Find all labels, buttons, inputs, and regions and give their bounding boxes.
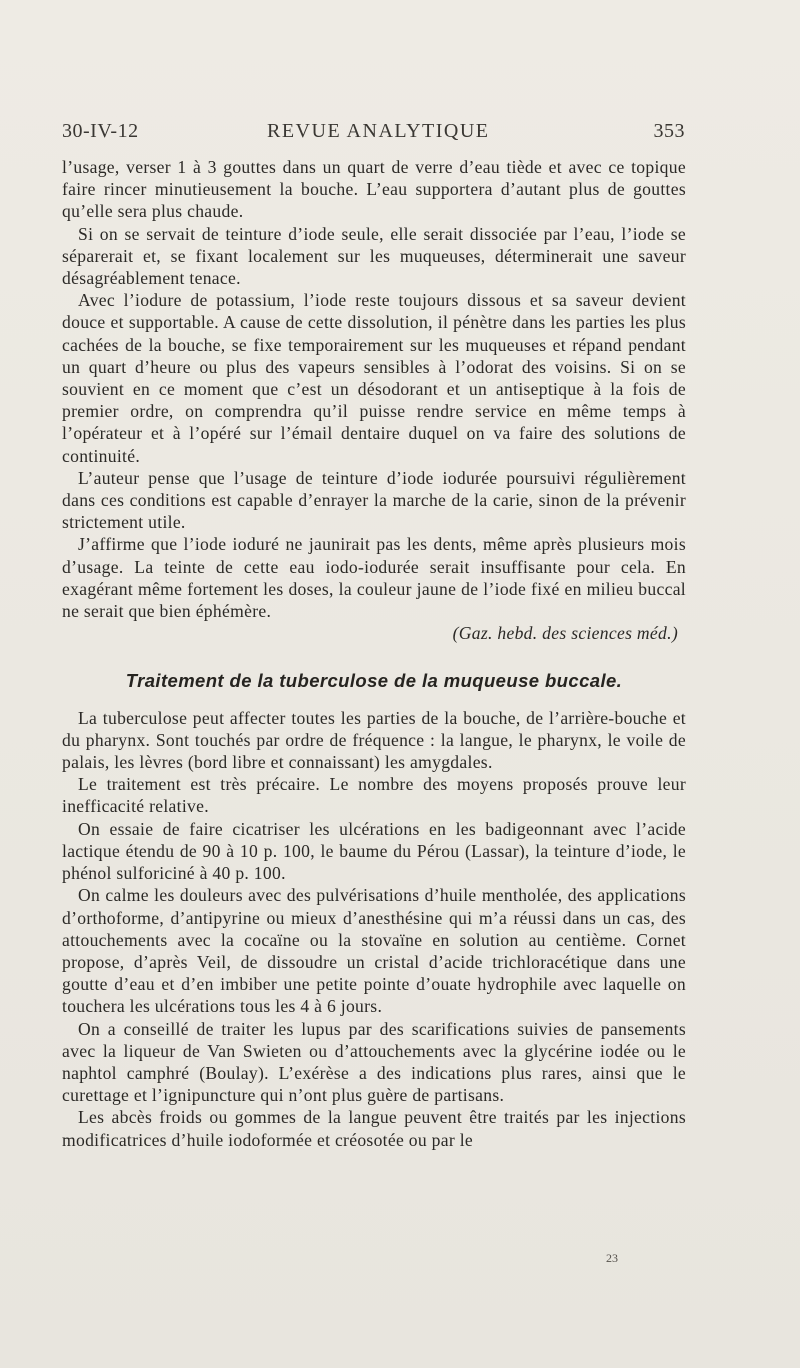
running-header bbox=[62, 120, 685, 146]
paragraph: L’auteur pense que l’usage de teinture d’iode iodurée poursuivi régulièrement dans ces conditions est capable d’enrayer la marche de la carie, sinon de la prévenir strictement utile. bbox=[62, 467, 686, 533]
header-date: 30-IV-12 bbox=[62, 120, 139, 142]
article-body bbox=[62, 156, 686, 1151]
header-page-number: 353 bbox=[653, 120, 685, 142]
paragraph: La tuberculose peut affecter toutes les parties de la bouche, de l’arrière-bouche et du pharynx. Sont touchés par ordre de fréquence : la langue, le pharynx, le voile de palais, les lèvres (bord libre et connaissant) les amygdales. bbox=[62, 707, 686, 773]
signature-folio: 23 bbox=[606, 1251, 618, 1265]
paragraph: On essaie de faire cicatriser les ulcérations en les badigeonnant avec l’acide lactique étendu de 90 à 10 p. 100, le baume du Pérou (Lassar), la teinture d’iode, le phénol sulforiciné à 40 p. 100. bbox=[62, 818, 686, 884]
paragraph: On a conseillé de traiter les lupus par des scarifications suivies de pansements avec la liqueur de Van Swieten ou d’attouchements avec la glycérine iodée ou le naphtol camphré (Boulay). L’exérèse a des indications plus rares, ainsi que le curettage et l’ignipuncture qui n’ont plus guère de partisans. bbox=[62, 1018, 686, 1106]
paragraph: J’affirme que l’iode ioduré ne jaunirait pas les dents, même après plusieurs mois d’usage. La teinte de cette eau iodo-iodurée serait insuffisante pour cela. En exagérant même fortement les doses, la couleur jaune de l’iode fixé en milieu buccal ne serait que bien éphémère. bbox=[62, 534, 686, 622]
paragraph: Avec l’iodure de potassium, l’iode reste toujours dissous et sa saveur devient douce et supportable. A cause de cette dissolution, il pénètre dans les parties les plus cachées de la bouche, se fixe temporairement sur les muqueuses et répand pendant un quart d’heure ou plus des vapeurs sensibles à l’odorat des voisins. Si on se souvient en ce moment que c’est un désodorant et un antiseptique à la fois de premier ordre, on comprendra qu’il puisse rendre service en même temps à l’opérateur et à l’opéré sur l’émail dentaire duquel on va faire des solutions de continuité. bbox=[62, 290, 686, 466]
header-journal-title: REVUE ANALYTIQUE bbox=[267, 120, 490, 142]
paragraph: On calme les douleurs avec des pulvérisations d’huile mentholée, des applications d’orthoforme, d’antipyrine ou mieux d’anesthésine qui m’a réussi dans un cas, des attouchements avec la cocaïne ou la stovaïne en solution au centième. Cornet propose, d’après Veil, de dissoudre un cristal d’acide trichloracétique dans une goutte d’eau et d’en imbiber une petite pointe d’ouate hydrophile avec laquelle on touchera les ulcérations tous les 4 à 6 jours. bbox=[62, 885, 686, 1017]
source-citation: (Gaz. hebd. des sciences méd.) bbox=[452, 623, 678, 644]
paragraph: Si on se servait de teinture d’iode seule, elle serait dissociée par l’eau, l’iode se séparerait et, se fixant localement sur les muqueuses, déterminerait une saveur désagréablement tenace. bbox=[62, 223, 686, 289]
paragraph: Le traitement est très précaire. Le nombre des moyens proposés prouve leur inefficacité relative. bbox=[62, 774, 686, 817]
section-title: Traitement de la tuberculose de la muqueuse buccale. bbox=[125, 670, 623, 692]
paragraph: l’usage, verser 1 à 3 gouttes dans un quart de verre d’eau tiède et avec ce topique faire rincer minutieusement la bouche. L’eau supportera d’autant plus de gouttes qu’elle sera plus chaude. bbox=[62, 157, 686, 222]
paragraph: Les abcès froids ou gommes de la langue peuvent être traités par les injections modificatrices d’huile iodoformée et créosotée ou par le bbox=[62, 1107, 686, 1150]
